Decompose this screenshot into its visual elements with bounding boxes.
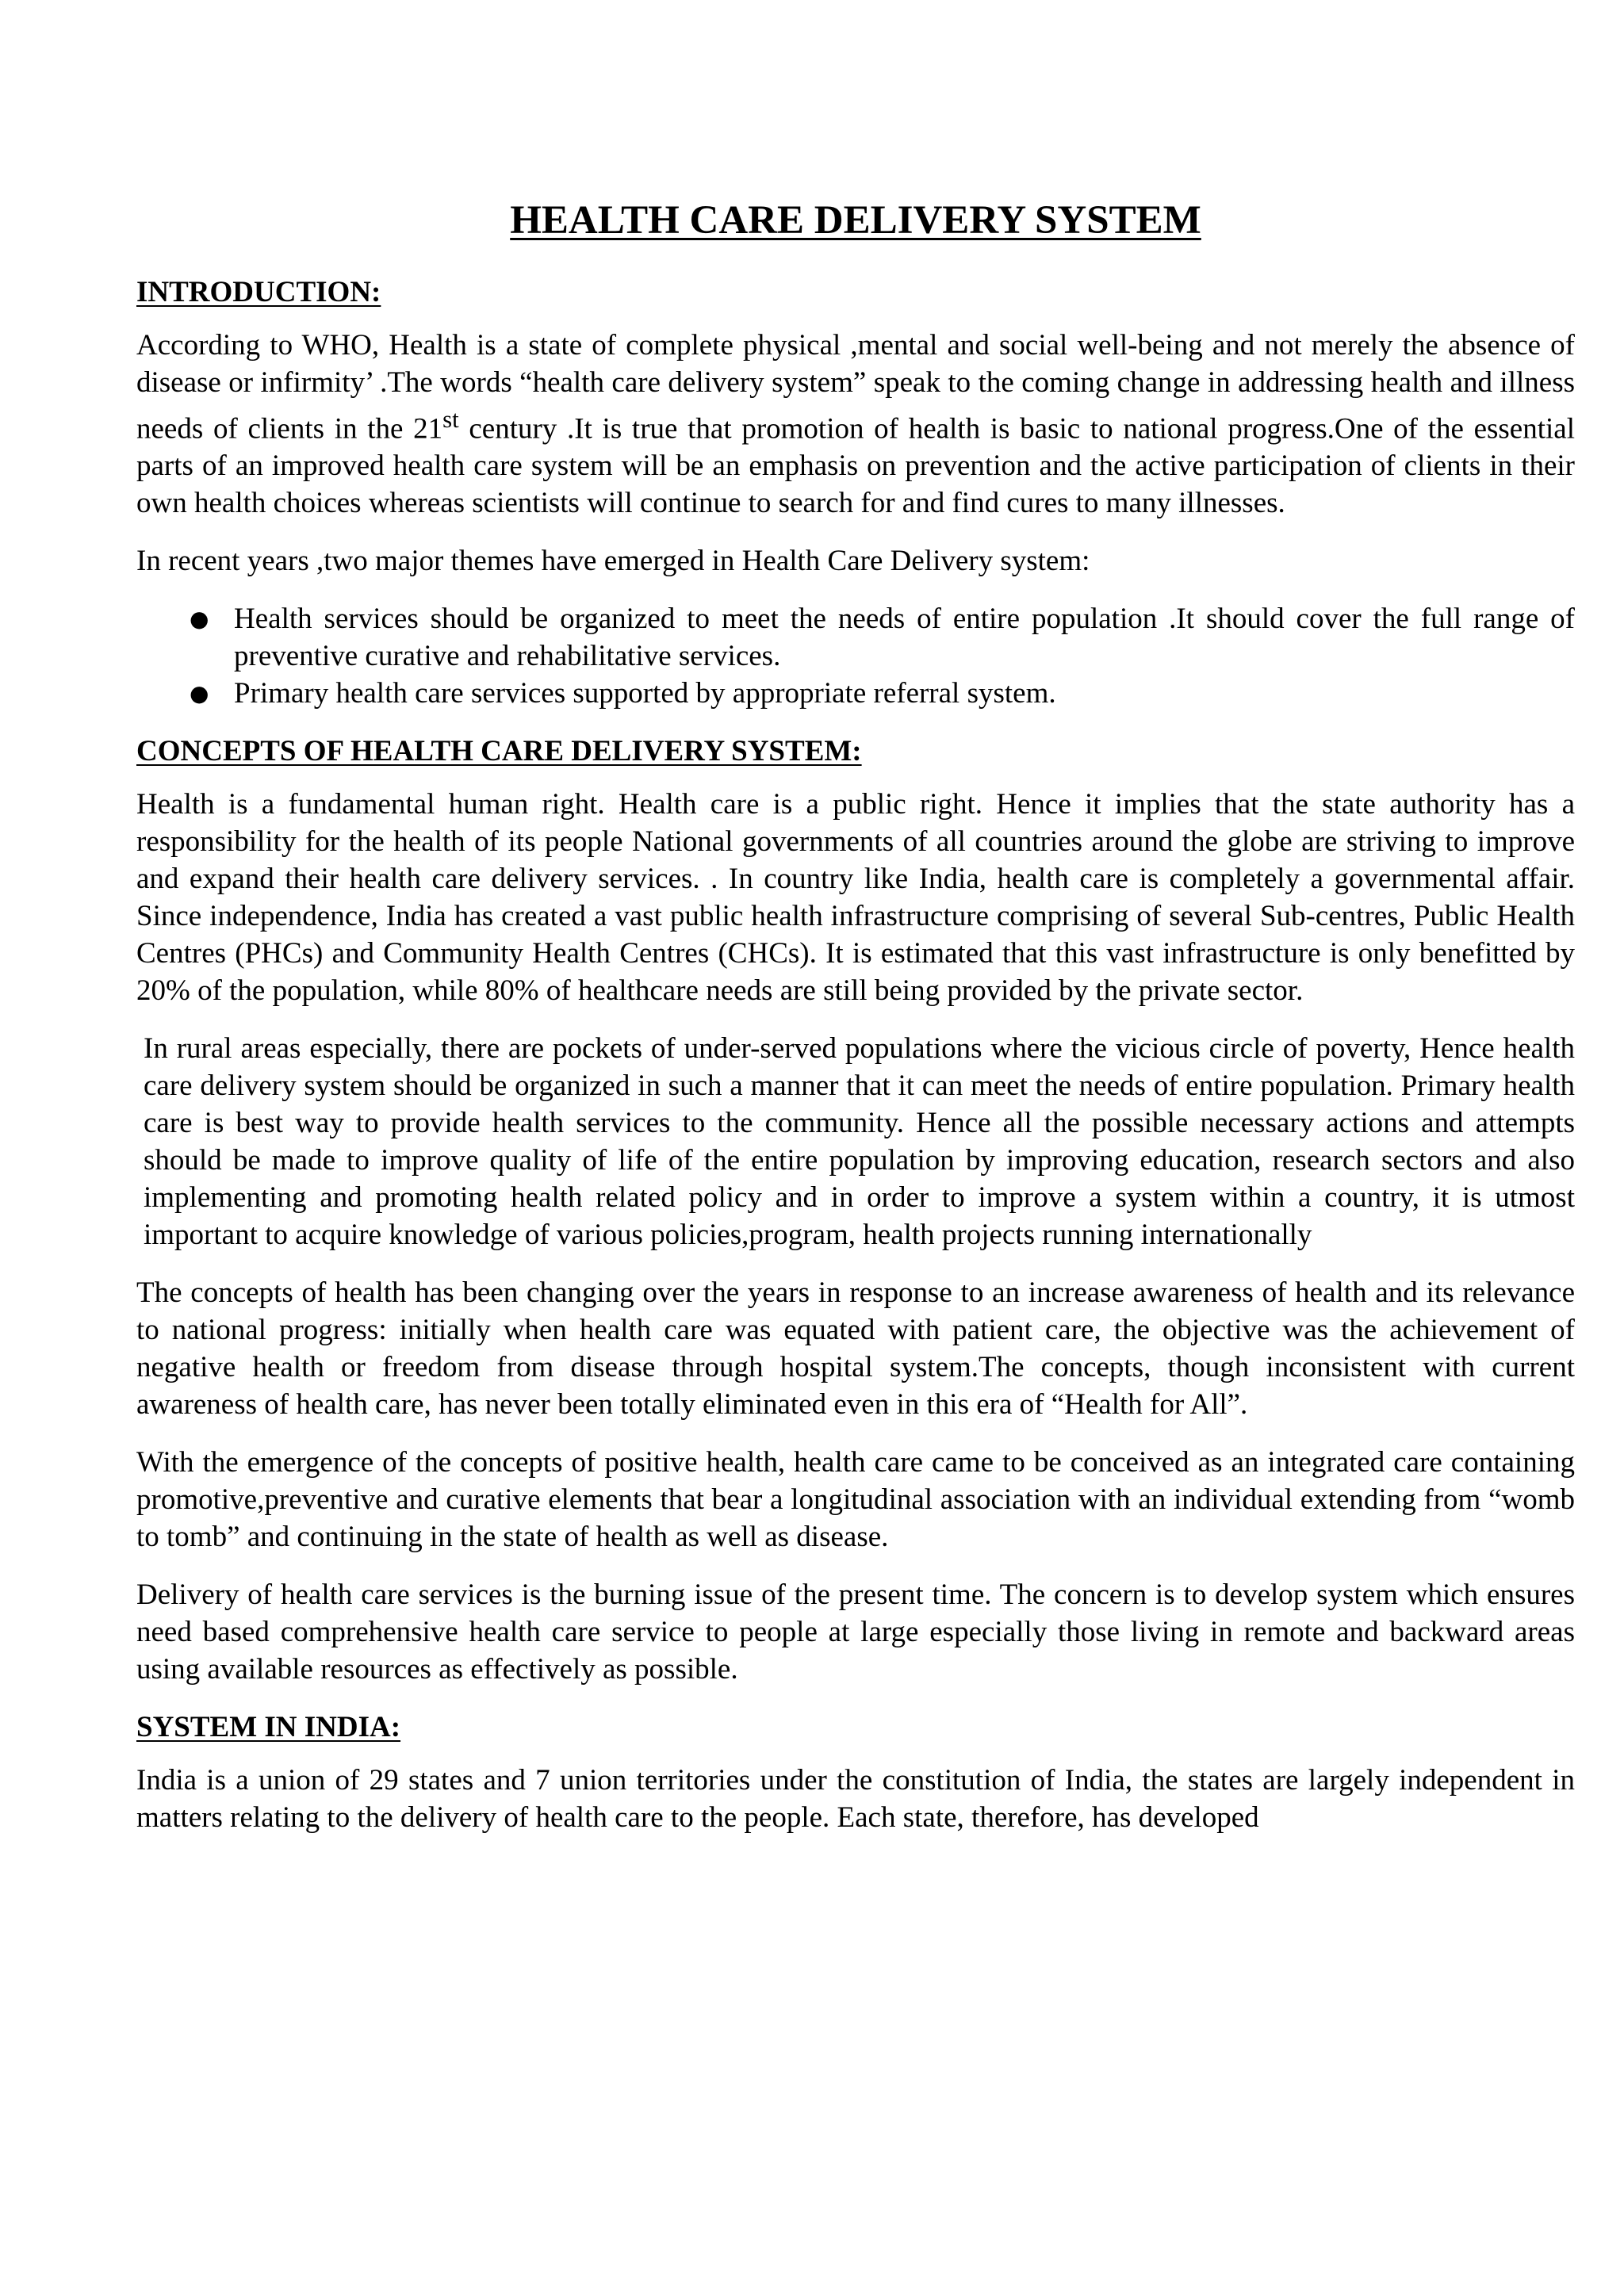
document-body — [136, 274, 1575, 1857]
document-title: HEALTH CARE DELIVERY SYSTEM — [510, 198, 1201, 243]
concepts-heading: CONCEPTS OF HEALTH CARE DELIVERY SYSTEM: — [136, 735, 862, 768]
bullet-text: Health services should be organized to meet the needs of entire population .It should cover the full range of preventive curative and rehabilitative services. — [234, 603, 1575, 673]
concepts-paragraph-5: Delivery of health care services is the burning issue of the present time. The concern is to develop system which ensures need based comprehensive health care service to people at large especially those living in remote and backward areas using available resources as effectively as possible. — [136, 1578, 1575, 1686]
introduction-heading: INTRODUCTION: — [136, 276, 381, 308]
concepts-paragraph-1: Health is a fundamental human right. Health care is a public right. Hence it implies that the state authority has a responsibility for the health of its people National governments of all countries around the globe are striving to improve and expand their health care delivery services. . In country like India, health care is completely a governmental affair. Since independence, India has created a vast public health infrastructure comprising of several Sub-centres, Public Health Centres (PHCs) and Community Health Centres (CHCs). It is estimated that this vast infrastructure is only benefitted by 20% of the population, while 80% of healthcare needs are still being provided by the private sector. — [136, 788, 1575, 1008]
system-in-india-heading: SYSTEM IN INDIA: — [136, 1711, 401, 1744]
system-in-india-paragraph-1: India is a union of 29 states and 7 union territories under the constitution of India, the states are largely independent in matters relating to the delivery of health care to the people. Each state, therefore, has developed — [136, 1764, 1575, 1835]
superscript-st: st — [442, 406, 459, 433]
bullet-item — [136, 675, 1575, 712]
introduction-paragraph-1 — [136, 327, 1575, 522]
themes-bullet-list — [136, 600, 1575, 712]
concepts-paragraph-3: The concepts of health has been changing over the years in response to an increase awareness of health and its relevance to national progress: initially when health care was equated with patient care, the objective was the achievement of negative health or freedom from disease through hospital system.The concepts, though inconsistent with current awareness of health care, has never been totally eliminated even in this era of “Health for All”. — [136, 1276, 1575, 1422]
introduction-paragraph-1-text-continued: century .It is true that promotion of health is basic to national progress.One of the essential parts of an improved health care system will be an emphasis on prevention and the active participation of clients in their own health choices whereas scientists will continue to search for and find cures to many illnesses. — [136, 412, 1575, 520]
bullet-text: Primary health care services supported by appropriate referral system. — [234, 677, 1056, 710]
bullet-item — [136, 600, 1575, 675]
introduction-paragraph-2: In recent years ,two major themes have emerged in Health Care Delivery system: — [136, 545, 1090, 578]
introduction-paragraph-1-text: According to WHO, Health is a state of complete physical ,mental and social well-being and not merely the absence of disease or infirmity’ .The words “health care delivery system” speak to the coming change in addressing health and illness needs of clients in the 21 — [136, 329, 1575, 446]
concepts-paragraph-2: In rural areas especially, there are pockets of under-served populations where the vicious circle of poverty, Hence health care delivery system should be organized in such a manner that it can meet the needs of entire population. Primary health care is best way to provide health services to the community. Hence all the possible necessary actions and attempts should be made to improve quality of life of the entire population by improving education, research sectors and also implementing and promoting health related policy and in order to improve a system within a country, it is utmost important to acquire knowledge of various policies,program, health projects running internationally — [144, 1032, 1575, 1252]
concepts-paragraph-4: With the emergence of the concepts of positive health, health care came to be conceived as an integrated care containing promotive,preventive and curative elements that bear a longitudinal association with an individual extending from “womb to tomb” and continuing in the state of health as well as disease. — [136, 1446, 1575, 1554]
bullet-icon: ● — [190, 606, 209, 633]
bullet-icon: ● — [190, 680, 209, 707]
